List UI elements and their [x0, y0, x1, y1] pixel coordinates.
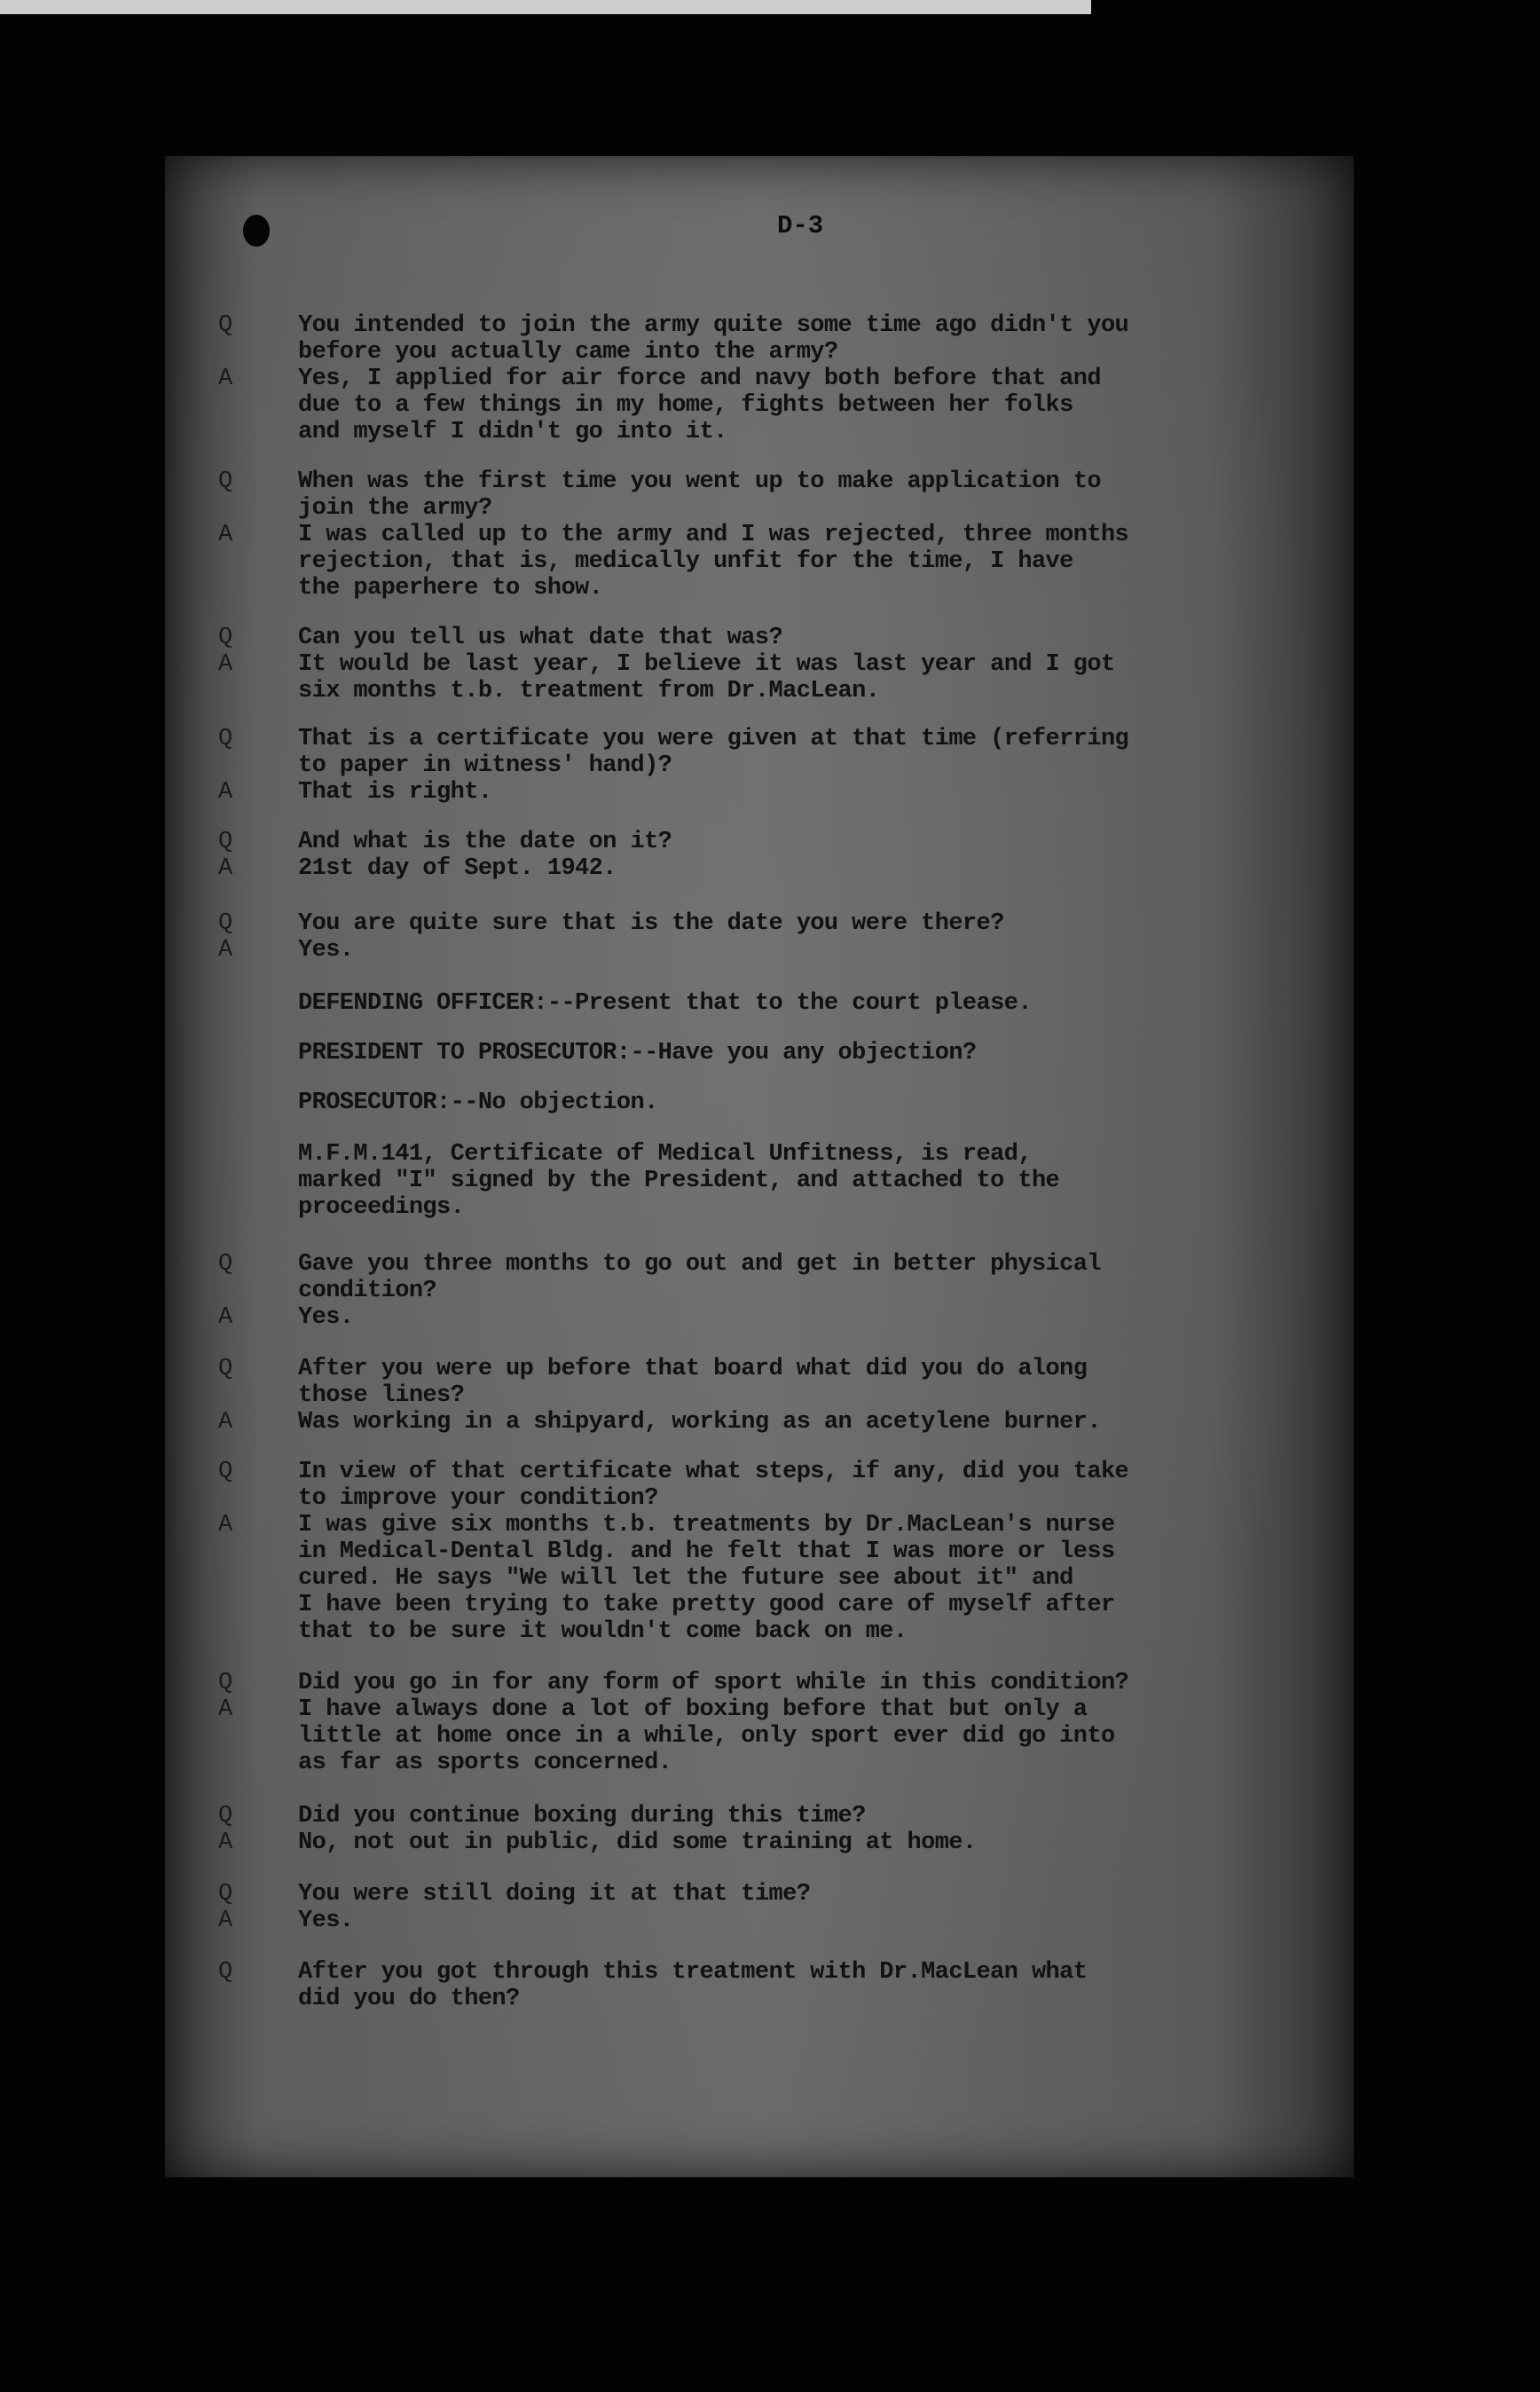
question-text: That is a certificate you were given at that time (referring to paper in witness' hand)? — [298, 726, 1129, 779]
document-page — [165, 156, 1354, 2177]
question-row — [218, 312, 1354, 366]
qa-exchange — [218, 1959, 1354, 2012]
question-marker: Q — [218, 1356, 232, 1382]
question-text: When was the first time you went up to make application to join the army? — [298, 468, 1101, 522]
statement-text: PRESIDENT TO PROSECUTOR:--Have you any objection? — [298, 1040, 977, 1066]
answer-text: Yes. — [298, 937, 354, 964]
question-row — [218, 625, 1354, 651]
qa-exchange — [218, 468, 1354, 602]
answer-text: I was called up to the army and I was rejected, three months rejection, that is, medically unfit for the time, I have the paperhere to show. — [298, 522, 1129, 602]
statement-text: PROSECUTOR:--No objection. — [298, 1090, 658, 1116]
answer-marker: A — [218, 937, 232, 964]
answer-row — [218, 1696, 1354, 1776]
answer-text: It would be last year, I believe it was last year and I got six months t.b. treatment from Dr.MacLean. — [298, 651, 1115, 704]
answer-marker: A — [218, 1829, 232, 1856]
qa-exchange — [218, 910, 1354, 964]
question-marker: Q — [218, 625, 232, 651]
question-marker: Q — [218, 1251, 232, 1278]
question-row — [218, 1251, 1354, 1304]
question-text: After you were up before that board what did you do along those lines? — [298, 1356, 1088, 1409]
question-text: Can you tell us what date that was? — [298, 625, 783, 651]
question-row — [218, 829, 1354, 855]
court-statement — [218, 990, 1354, 1017]
question-text: Did you go in for any form of sport while in this condition? — [298, 1670, 1129, 1696]
page-number: D-3 — [777, 211, 824, 240]
qa-exchange — [218, 726, 1354, 806]
answer-marker: A — [218, 1304, 232, 1331]
answer-text: That is right. — [298, 779, 492, 806]
statement-text: DEFENDING OFFICER:--Present that to the court please. — [298, 990, 1032, 1017]
answer-text: No, not out in public, did some training at home. — [298, 1829, 977, 1856]
answer-row — [218, 779, 1354, 806]
answer-text: Yes, I applied for air force and navy both before that and due to a few things in my home, fights between her folks and myself I didn't go into it. — [298, 366, 1101, 445]
question-row — [218, 1459, 1354, 1512]
question-text: In view of that certificate what steps, if any, did you take to improve your condition? — [298, 1459, 1129, 1512]
answer-marker: A — [218, 779, 232, 806]
question-row — [218, 1959, 1354, 2012]
qa-exchange — [218, 829, 1354, 882]
answer-marker: A — [218, 855, 232, 882]
question-row — [218, 726, 1354, 779]
answer-text: I have always done a lot of boxing before that but only a little at home once in a while, only sport ever did go into as far as sports concerned. — [298, 1696, 1115, 1776]
question-row — [218, 1881, 1354, 1908]
answer-marker: A — [218, 1409, 232, 1436]
question-text: Gave you three months to go out and get in better physical condition? — [298, 1251, 1101, 1304]
answer-text: I was give six months t.b. treatments by Dr.MacLean's nurse in Medical-Dental Bldg. and he felt that I was more or less cured. He says "We will let the future see about it" and I have been trying to take pretty good care of myself after that to be sure it wouldn't come back on me. — [298, 1512, 1115, 1645]
question-marker: Q — [218, 910, 232, 937]
answer-row — [218, 1512, 1354, 1645]
answer-row — [218, 522, 1354, 602]
answer-marker: A — [218, 651, 232, 678]
answer-row — [218, 1304, 1354, 1331]
qa-exchange — [218, 1251, 1354, 1331]
question-marker: Q — [218, 1803, 232, 1829]
answer-row — [218, 937, 1354, 964]
question-text: You intended to join the army quite some time ago didn't you before you actually came into the army? — [298, 312, 1129, 366]
court-statement — [218, 1090, 1354, 1116]
question-marker: Q — [218, 1670, 232, 1696]
adjacent-page-edge — [0, 0, 1091, 14]
question-text: You were still doing it at that time? — [298, 1881, 811, 1908]
answer-row — [218, 1829, 1354, 1856]
question-row — [218, 1356, 1354, 1409]
question-marker: Q — [218, 829, 232, 855]
answer-row — [218, 1409, 1354, 1436]
statement-text: M.F.M.141, Certificate of Medical Unfitness, is read, marked "I" signed by the President, and attached to the proceedings. — [298, 1141, 1060, 1221]
answer-marker: A — [218, 1512, 232, 1538]
question-row — [218, 1670, 1354, 1696]
question-text: And what is the date on it? — [298, 829, 672, 855]
answer-marker: A — [218, 1908, 232, 1934]
qa-exchange — [218, 1459, 1354, 1645]
question-marker: Q — [218, 1459, 232, 1485]
answer-marker: A — [218, 522, 232, 548]
answer-text: Yes. — [298, 1304, 354, 1331]
answer-row — [218, 366, 1354, 445]
question-text: After you got through this treatment with Dr.MacLean what did you do then? — [298, 1959, 1088, 2012]
answer-text: Was working in a shipyard, working as an acetylene burner. — [298, 1409, 1101, 1436]
answer-row — [218, 855, 1354, 882]
qa-exchange — [218, 625, 1354, 704]
qa-exchange — [218, 1881, 1354, 1934]
court-statement — [218, 1141, 1354, 1221]
answer-row — [218, 1908, 1354, 1934]
question-row — [218, 1803, 1354, 1829]
question-marker: Q — [218, 312, 232, 339]
question-row — [218, 910, 1354, 937]
court-statement — [218, 1040, 1354, 1066]
question-marker: Q — [218, 468, 232, 495]
punch-hole — [243, 215, 270, 247]
qa-exchange — [218, 312, 1354, 445]
question-text: You are quite sure that is the date you were there? — [298, 910, 1004, 937]
answer-marker: A — [218, 1696, 232, 1723]
question-marker: Q — [218, 726, 232, 752]
answer-text: Yes. — [298, 1908, 354, 1934]
qa-exchange — [218, 1803, 1354, 1856]
answer-text: 21st day of Sept. 1942. — [298, 855, 617, 882]
answer-row — [218, 651, 1354, 704]
qa-exchange — [218, 1356, 1354, 1436]
question-text: Did you continue boxing during this time? — [298, 1803, 866, 1829]
qa-exchange — [218, 1670, 1354, 1776]
question-row — [218, 468, 1354, 522]
question-marker: Q — [218, 1959, 232, 1986]
question-marker: Q — [218, 1881, 232, 1908]
answer-marker: A — [218, 366, 232, 392]
